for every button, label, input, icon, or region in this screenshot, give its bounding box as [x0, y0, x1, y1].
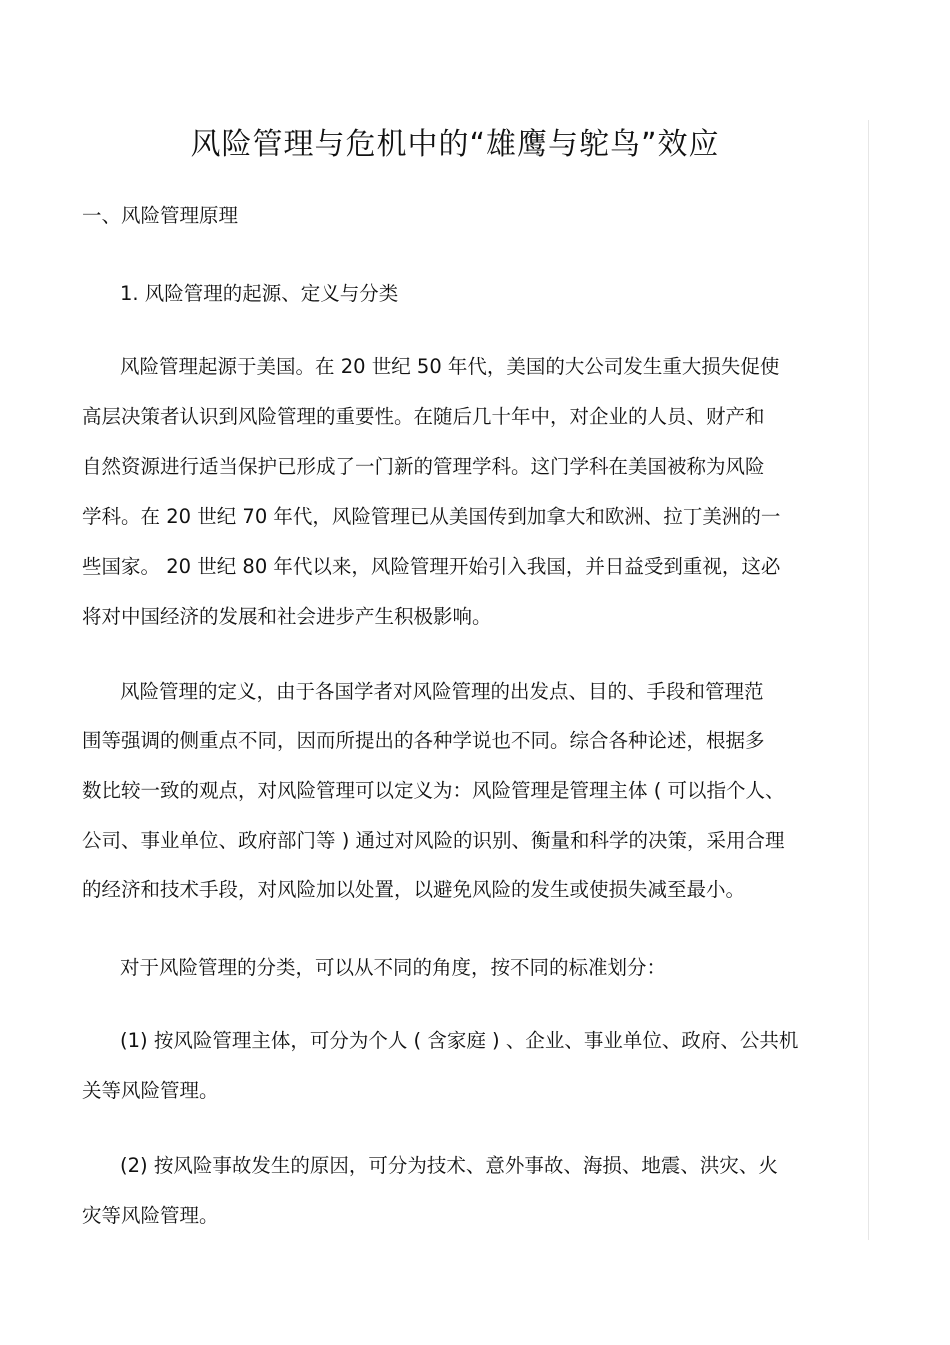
subsection-heading: 1. 风险管理的起源、定义与分类 — [120, 282, 399, 305]
paragraph-origin-line: 高层决策者认识到风险管理的重要性。在随后几十年中，对企业的人员、财产和 — [82, 405, 765, 428]
paragraph-definition-line: 风险管理的定义，由于各国学者对风险管理的出发点、目的、手段和管理范 — [120, 680, 764, 703]
classification-item-1-line: (1) 按风险管理主体，可分为个人 ( 含家庭 ) 、企业、事业单位、政府、公共机 — [120, 1029, 799, 1052]
paragraph-classification-intro: 对于风险管理的分类，可以从不同的角度，按不同的标准划分： — [120, 956, 667, 979]
classification-item-1-line: 关等风险管理。 — [82, 1079, 219, 1102]
document-title: 风险管理与危机中的“雄鹰与鸵鸟”效应 — [190, 127, 720, 162]
paragraph-origin-line: 学科。在 20 世纪 70 年代，风险管理已从美国传到加拿大和欧洲、拉丁美洲的一 — [82, 505, 781, 528]
section-heading: 一、风险管理原理 — [82, 204, 239, 227]
paragraph-definition-line: 围等强调的侧重点不同，因而所提出的各种学说也不同。综合各种论述，根据多 — [82, 729, 765, 752]
classification-item-2-line: 灾等风险管理。 — [82, 1204, 219, 1227]
paragraph-origin-line: 将对中国经济的发展和社会进步产生积极影响。 — [82, 605, 492, 628]
page-edge-divider — [868, 120, 869, 1240]
paragraph-definition-line: 的经济和技术手段，对风险加以处置，以避免风险的发生或使损失减至最小。 — [82, 878, 746, 901]
paragraph-origin-line: 自然资源进行适当保护已形成了一门新的管理学科。这门学科在美国被称为风险 — [82, 455, 765, 478]
paragraph-definition-line: 数比较一致的观点，对风险管理可以定义为：风险管理是管理主体 ( 可以指个人、 — [82, 779, 785, 802]
paragraph-origin-line: 风险管理起源于美国。在 20 世纪 50 年代，美国的大公司发生重大损失促使 — [120, 355, 780, 378]
classification-item-2-line: (2) 按风险事故发生的原因，可分为技术、意外事故、海损、地震、洪灾、火 — [120, 1154, 778, 1177]
paragraph-origin-line: 些国家。 20 世纪 80 年代以来，风险管理开始引入我国，并日益受到重视，这必 — [82, 555, 781, 578]
paragraph-definition-line: 公司、事业单位、政府部门等 ) 通过对风险的识别、衡量和科学的决策，采用合理 — [82, 829, 785, 852]
